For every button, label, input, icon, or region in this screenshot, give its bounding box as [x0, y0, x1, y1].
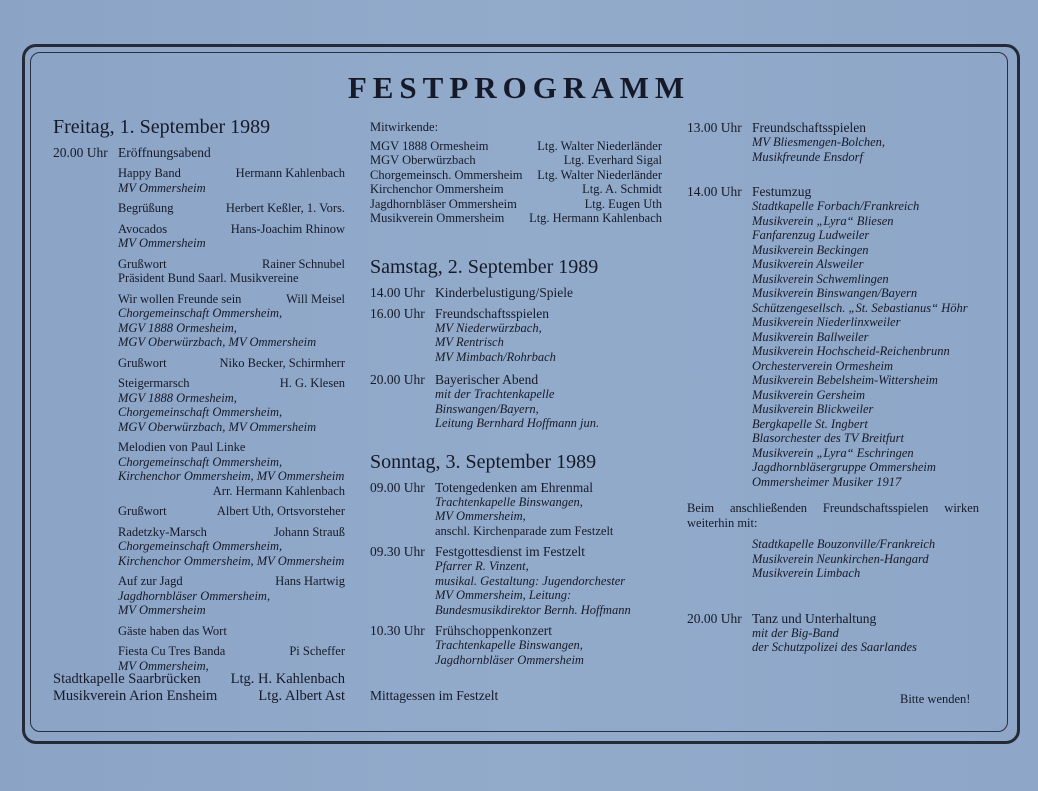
footer-line: Musikverein Arion Ensheim Ltg. Albert Ast [53, 688, 345, 704]
parade-item: Fanfarenzug Ludweiler [752, 228, 870, 242]
parade-item: Musikverein Alsweiler [752, 257, 864, 271]
program-item: Begrüßung Herbert Keßler, 1. Vors. [118, 201, 345, 215]
parade-item: Schützengesellsch. „St. Sebastianus“ Höhr [752, 300, 968, 315]
program-item: Grußwort Niko Becker, Schirmherr [118, 355, 345, 370]
program-item: Radetzky-Marsch Johann Strauß [118, 524, 345, 539]
program-item: Avocados Hans-Joachim Rhinow [118, 221, 345, 236]
speaker-role: Präsident Bund Saarl. Musikvereine [118, 271, 299, 285]
participant-row: Chorgemeinsch. Ommersheim Ltg. Walter Niederländer [370, 167, 662, 182]
friday-footer [53, 671, 345, 705]
performer: Leitung Bernhard Hoffmann jun. [435, 416, 600, 430]
performer: MV Mimbach/Rohrbach [435, 349, 556, 364]
note: anschl. Kirchenparade zum Festzelt [435, 523, 614, 538]
parade-item: Musikverein Ballweiler [752, 329, 869, 344]
friday-program [53, 166, 345, 673]
participant-row: MGV 1888 Ormesheim Ltg. Walter Niederländer [370, 138, 662, 153]
performer: MGV Oberwürzbach, MV Ommersheim [118, 335, 317, 349]
participants-list [370, 139, 662, 226]
performer: MV Bliesmengen-Bolchen, [752, 135, 886, 149]
arranger: Arr. Hermann Kahlenbach [212, 483, 345, 498]
program-item: Gäste haben das Wort [118, 623, 227, 638]
performer: Bundesmusikdirektor Bernh. Hoffmann [435, 602, 631, 617]
performer: mit der Trachtenkapelle [435, 387, 555, 401]
performer: Chorgemeinschaft Ommersheim, [118, 405, 283, 419]
friday-event-line [53, 145, 349, 160]
participant-row: Kirchenchor Ommersheim Ltg. A. Schmidt [370, 182, 662, 196]
parade-item: Musikverein Gersheim [752, 387, 866, 402]
performer: MV Ommersheim, [435, 509, 526, 523]
performer: Kirchenchor Ommersheim, MV Ommersheim [118, 469, 345, 483]
performer: MV Ommersheim [118, 236, 206, 250]
schedule-line: 14.00 Uhr Kinderbelustigung/Spiele [370, 284, 573, 300]
performer: Kirchenchor Ommersheim, MV Ommersheim [118, 553, 345, 568]
participant-row: MGV Oberwürzbach Ltg. Everhard Sigal [370, 153, 662, 167]
performer: Trachtenkapelle Binswangen, [435, 638, 583, 652]
sunday-heading: Sonntag, 3. September 1989 [370, 450, 597, 473]
lunch-note: Mittagessen im Festzelt [370, 688, 499, 703]
program-item: Grußwort Rainer Schnubel [118, 256, 345, 271]
parade-item: Stadtkapelle Forbach/Frankreich [752, 199, 920, 213]
performer: MGV 1888 Ormesheim, [118, 390, 237, 405]
performer: Chorgemeinschaft Ommersheim, [118, 454, 283, 469]
performer: Chorgemeinschaft Ommersheim, [118, 539, 283, 553]
schedule-line: 10.30 Uhr Frühschoppenkonzert [370, 623, 552, 638]
parade-item: Musikverein Binswangen/Bayern [752, 286, 918, 300]
parade-list [687, 199, 983, 489]
program-item: Fiesta Cu Tres Banda Pi Scheffer [118, 644, 345, 658]
performer: mit der Big-Band [752, 625, 839, 640]
sat-sun-column [370, 120, 666, 667]
performer: MV Niederwürzbach, [435, 320, 542, 335]
schedule-line: 20.00 Uhr Tanz und Unterhaltung [687, 610, 877, 626]
additional-item: Musikverein Neunkirchen-Hangard [752, 551, 929, 566]
schedule-line: 14.00 Uhr Festumzug [687, 184, 812, 199]
performer: Chorgemeinschaft Ommersheim, [118, 306, 283, 320]
parade-item: Musikverein Bebelsheim-Wittersheim [752, 373, 938, 387]
parade-item: Musikverein Schwemlingen [752, 271, 889, 286]
schedule-line: 09.00 Uhr Totengedenken am Ehrenmal [370, 479, 593, 495]
performer: Pfarrer R. Vinzent, [435, 559, 529, 573]
parade-item: Ommersheimer Musiker 1917 [752, 474, 902, 489]
program-item: Grußwort Albert Uth, Ortsvorsteher [118, 504, 345, 518]
program-item: Melodien von Paul Linke [118, 440, 246, 454]
time: 20.00 Uhr [53, 145, 108, 160]
friday-column [53, 116, 349, 673]
performer: MV Ommersheim, [118, 658, 209, 673]
footer-line: Stadtkapelle Saarbrücken Ltg. H. Kahlenbach [53, 671, 345, 687]
performer: MV Ommersheim [118, 603, 206, 617]
performer: MV Ommersheim, Leitung: [435, 588, 572, 602]
sunday-afternoon-column [687, 120, 983, 655]
performer: musikal. Gestaltung: Jugendorchester [435, 573, 626, 588]
parade-item: Musikverein Hochscheid-Reichenbrunn [752, 344, 950, 358]
program-item: Steigermarsch H. G. Klesen [118, 376, 345, 390]
performer: Trachtenkapelle Binswangen, [435, 494, 583, 509]
friday-heading: Freitag, 1. September 1989 [53, 116, 271, 138]
participant-row: Musikverein Ommersheim Ltg. Hermann Kahlenbach [370, 211, 662, 225]
parade-item: Bergkapelle St. Ingbert [752, 416, 868, 431]
parade-item: Musikverein Beckingen [752, 242, 869, 257]
parade-item: Orchesterverein Ormesheim [752, 358, 894, 373]
schedule-line: 13.00 Uhr Freundschaftsspielen [687, 120, 866, 135]
parade-item: Blasorchester des TV Breitfurt [752, 431, 904, 445]
parade-item: Musikverein „Lyra“ Bliesen [752, 213, 894, 228]
performer: MGV Oberwürzbach, MV Ommersheim [118, 419, 317, 434]
performer: MV Rentrisch [435, 335, 504, 349]
additional-item: Musikverein Limbach [752, 566, 861, 580]
page-title: FESTPROGRAMM [347, 70, 691, 105]
program-item: Auf zur Jagd Hans Hartwig [118, 574, 345, 588]
performer: MV Ommersheim [118, 180, 206, 195]
parade-item: Musikverein „Lyra“ Eschringen [752, 445, 914, 460]
performer: Binswangen/Bayern, [435, 401, 539, 416]
saturday-heading: Samstag, 2. September 1989 [370, 255, 599, 278]
parade-item: Musikverein Niederlinxweiler [752, 315, 901, 329]
participants-heading: Mitwirkende: [370, 120, 439, 134]
additional-item: Stadtkapelle Bouzonville/Frankreich [752, 537, 936, 551]
performer: Jagdhornbläser Ommersheim [435, 652, 584, 667]
performer: Jagdhornbläser Ommersheim, [118, 588, 271, 603]
schedule-line: 16.00 Uhr Freundschaftsspielen [370, 305, 549, 321]
performer: der Schutzpolizei des Saarlandes [752, 640, 917, 654]
participant-row: Jagdhornbläser Ommersheim Ltg. Eugen Uth [370, 196, 662, 211]
program-item: Wir wollen Freunde sein Will Meisel [118, 291, 345, 306]
additional-list [687, 537, 983, 581]
schedule-line: 20.00 Uhr Bayerischer Abend [370, 372, 539, 387]
performer: Musikfreunde Ensdorf [752, 149, 863, 164]
performer: MGV 1888 Ormesheim, [118, 320, 237, 335]
schedule-line: 09.30 Uhr Festgottesdienst im Festzelt [370, 544, 585, 559]
event-title: Eröffnungsabend [118, 145, 211, 160]
program-item: Happy Band Hermann Kahlenbach [118, 166, 345, 180]
turn-over-note: Bitte wenden! [900, 692, 971, 706]
parade-item: Jagdhornbläsergruppe Ommersheim [752, 460, 936, 474]
parade-item: Musikverein Blickweiler [752, 402, 874, 416]
additional-note: Beim anschließenden Freundschaftsspielen wirken weiterhin mit: [687, 501, 979, 530]
